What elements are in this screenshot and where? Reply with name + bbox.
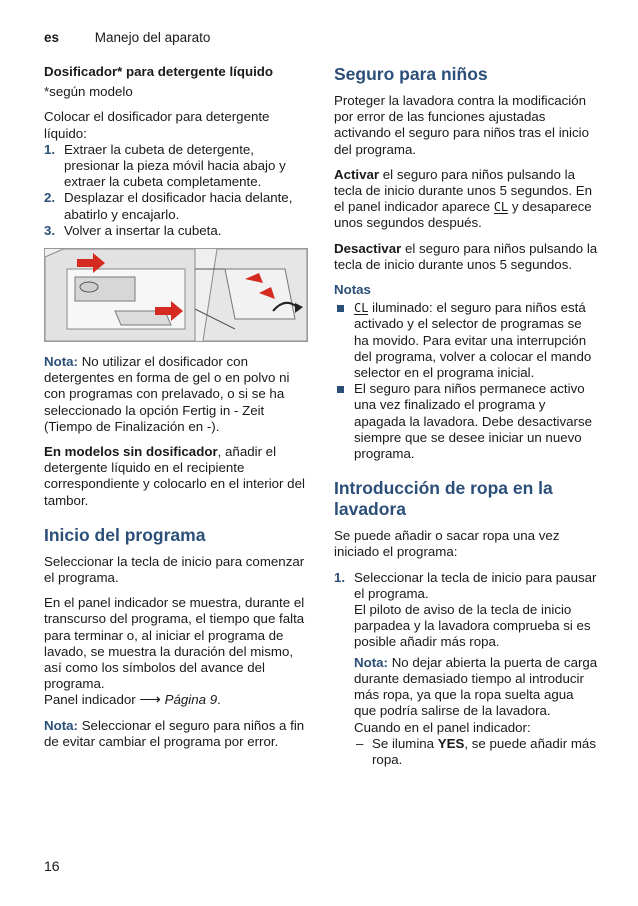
desactivar-text: el seguro para niños pulsando la tecla de inicio durante unos 5 segundos. xyxy=(334,240,598,272)
seguro-paragraph: Proteger la lavadora contra la modificación por error de las funciones ajustadas activando el seguro para niños tras el inicio del programa. xyxy=(334,93,590,157)
note-label: Nota: xyxy=(44,717,78,733)
introduccion-steps xyxy=(334,570,598,768)
notes-list xyxy=(334,300,598,462)
introduccion-heading: Introducción de ropa en la lavadora xyxy=(334,478,553,520)
models-text: , añadir el detergente líquido en el recipiente correspondiente y colocarlo en el interior del tambor. xyxy=(44,444,305,508)
page-number: 16 xyxy=(44,858,60,874)
models-paragraph xyxy=(44,444,306,509)
section-title: Manejo del aparato xyxy=(94,30,211,45)
yes-bold: YES xyxy=(437,735,465,751)
nota-inicio xyxy=(44,718,306,750)
step-item xyxy=(44,142,306,191)
activar-text-1: el seguro para niños pulsando la tecla de inicio durante unos 5 segundos. En el panel indicador aparece xyxy=(334,166,592,215)
step-number: 1. xyxy=(334,569,346,585)
right-column xyxy=(334,64,598,777)
desactivar-paragraph xyxy=(334,241,598,273)
step-item xyxy=(44,190,306,222)
language-code: es xyxy=(44,30,60,45)
activar-paragraph xyxy=(334,167,598,232)
step-number: 1. xyxy=(44,141,56,157)
note-text: Seleccionar el seguro para niños a fin de evitar cambiar el programa por error. xyxy=(44,717,305,749)
step-note xyxy=(354,655,598,720)
seguro-heading: Seguro para niños xyxy=(334,64,488,84)
introduccion-paragraph: Se puede añadir o sacar ropa una vez iniciado el programa: xyxy=(334,528,560,560)
panel-ref-label: Panel indicador xyxy=(44,692,136,708)
square-bullet-icon xyxy=(337,386,344,393)
note-label: Nota: xyxy=(44,354,78,370)
yes-pre: Se ilumina xyxy=(372,735,438,751)
step-number: 3. xyxy=(44,222,56,238)
activar-bold: Activar xyxy=(334,166,380,182)
dosificador-intro: Colocar el dosificador para detergente líquido: xyxy=(44,109,270,141)
nota-dosificador xyxy=(44,354,306,435)
inicio-heading: Inicio del programa xyxy=(44,524,206,545)
note-item xyxy=(334,300,598,381)
yes-post: , se puede añadir más ropa. xyxy=(372,735,596,767)
step-subtext: El piloto de aviso de la tecla de inicio parpadea y la lavadora comprueba si es posible añadir más ropa. xyxy=(354,602,591,650)
dosificador-steps xyxy=(44,142,306,239)
child-lock-icon: CL xyxy=(354,301,369,316)
inicio-paragraph-1: Seleccionar la tecla de inicio para comenzar el programa. xyxy=(44,553,305,586)
note-text: iluminado: el seguro para niños está activado y el selector de programas se ha movido. Para evitar una interrupción del programa, volver a colocar el mando selector en el programa inicial. xyxy=(354,300,592,381)
models-bold: En modelos sin dosificador xyxy=(44,444,218,460)
activar-text-2: y desaparece unos segundos después. xyxy=(334,199,592,231)
step-number: 2. xyxy=(44,190,56,206)
step-item xyxy=(44,223,306,239)
cuando-line: Cuando en el panel indicador: xyxy=(354,719,531,735)
notas-heading: Notas xyxy=(334,282,371,298)
dash-item xyxy=(354,736,598,768)
step-text: Volver a insertar la cubeta. xyxy=(64,222,222,238)
left-column xyxy=(44,64,306,759)
arrow-right-icon: ⟶ xyxy=(139,691,161,709)
inicio-paragraph-2: En el panel indicador se muestra, durante el transcurso del programa, el tiempo que falta para terminar o, al iniciar el programa de lavado, se muestra la duración del mismo, así como los símbolos del avance del programa. Panel indicador ⟶ Página 9. xyxy=(44,595,305,709)
desactivar-bold: Desactivar xyxy=(334,240,402,256)
dash-bullet: – xyxy=(356,735,364,751)
square-bullet-icon xyxy=(337,305,344,312)
step-text: Seleccionar la tecla de inicio para pausar el programa. xyxy=(354,569,597,601)
step-text: Extraer la cubeta de detergente, presionar la pieza móvil hacia abajo y extraer la cubeta completamente. xyxy=(64,141,286,190)
inicio-text: En el panel indicador se muestra, durante el transcurso del programa, el tiempo que falta para terminar o, al iniciar el programa de lavado, se muestra la duración del mismo, así como los símbolos del avance del programa. xyxy=(44,595,305,692)
dispenser-illustration xyxy=(44,248,308,342)
note-label: Nota: xyxy=(354,654,388,670)
note-text: El seguro para niños permanece activo una vez finalizado el programa y apagada la lavadora. Debe desactivarse siempre que se desee iniciar un nuevo programa. xyxy=(354,381,593,462)
model-note: *según modelo xyxy=(44,84,133,100)
step-item xyxy=(334,570,598,768)
note-text: No utilizar el dosificador con detergentes en forma de gel o en polvo ni con programas con prelavado, o si se ha seleccionado la opción Fertig in - Zeit (Tiempo de Finalización en -). xyxy=(44,354,290,434)
page-header xyxy=(44,30,210,45)
dosificador-heading: Dosificador* para detergente líquido xyxy=(44,64,274,79)
dispenser-drawing xyxy=(45,249,307,341)
note-item xyxy=(334,381,598,462)
step-text: Desplazar el dosificador hacia delante, abatirlo y encajarlo. xyxy=(64,190,293,222)
page-reference-link[interactable]: Página 9 xyxy=(164,692,218,708)
note-text: No dejar abierta la puerta de carga durante demasiado tiempo al introducir más ropa, ya que la ropa suelta agua que podría salirse de la lavadora. xyxy=(354,654,598,719)
child-lock-icon: CL xyxy=(493,200,509,215)
